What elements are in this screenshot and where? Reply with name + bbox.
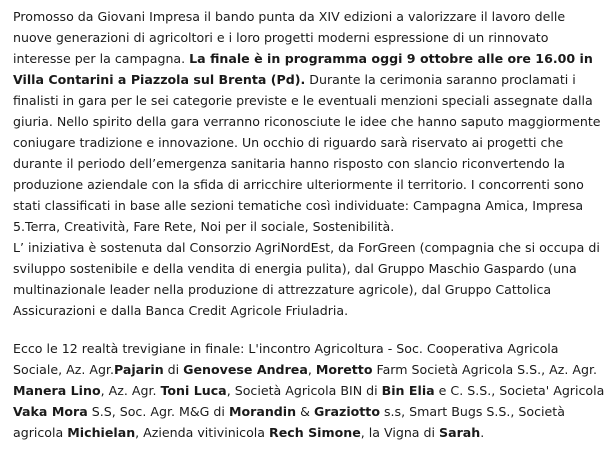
finalist-name: Morandin xyxy=(228,404,297,419)
finalists-text: , Az. Agr. xyxy=(100,383,161,398)
finalists-text: s.s, Smart Bugs S.S., Società agricola xyxy=(13,404,565,440)
finalist-name: Michielan xyxy=(67,425,136,440)
finalists-text: , Azienda vitivinicola xyxy=(135,425,270,440)
finalist-name: Bin Elia xyxy=(381,383,435,398)
finalists-text: . xyxy=(480,425,485,440)
finalists-text: , la Vigna di xyxy=(360,425,440,440)
sponsors-text: L’ iniziativa è sostenuta dal Consorzio AgriNordEst, da ForGreen (compagnia che si occupa di sviluppo sostenibile e della vendita di energia pulita), dal Gruppo Maschio Gaspardo (una multinazionale leader nella produzione di attrezzature agricole), dal Gruppo Cattolica Assicurazioni e dalla Banca Credit Agricole Friuladria. xyxy=(13,240,600,318)
finalist-name: Pajarin xyxy=(113,362,164,377)
intro-text: Promosso da Giovani Impresa il bando punta da XIV edizioni a valorizzare il lavoro delle nuove generazioni di agricoltori e i loro progetti moderni espressione di un rinnovato interesse per la campagna. xyxy=(13,9,566,66)
finalists-text: , xyxy=(307,362,316,377)
article-body xyxy=(13,6,605,443)
finalists-text: Farm Società Agricola S.S., Az. Agr. xyxy=(372,362,598,377)
finalists-text: di xyxy=(163,362,184,377)
finalist-name: Graziotto xyxy=(313,404,380,419)
finalists-text: S.S, Soc. Agr. M&G di xyxy=(87,404,229,419)
finalist-name: Genovese Andrea xyxy=(183,362,308,377)
finalists-text: e C. S.S., Societa' Agricola xyxy=(434,383,605,398)
finale-announcement: La finale è in programma oggi 9 ottobre alle ore 16.00 in Villa Contarini a Piazzola sul Brenta (Pd). xyxy=(13,51,593,87)
finalist-name: Vaka Mora xyxy=(13,404,88,419)
finalist-name: Moretto xyxy=(315,362,373,377)
finalists-text: , Società Agricola BIN di xyxy=(226,383,382,398)
finalist-name: Rech Simone xyxy=(269,425,361,440)
finalists-text: Ecco le 12 realtà trevigiane in finale: L'incontro Agricoltura - Soc. Cooperativa Agricola Sociale, Az. Agr. xyxy=(13,341,559,377)
finalist-name: Manera Lino xyxy=(13,383,101,398)
intro-paragraph xyxy=(13,6,605,321)
finalists-text: & xyxy=(296,404,314,419)
finalist-name: Toni Luca xyxy=(160,383,227,398)
ceremony-text: Durante la cerimonia saranno proclamati i finalisti in gara per le sei categorie previste e le eventuali menzioni speciali assegnate dalla giuria. Nello spirito della gara verranno riconosciute le idee che hanno saputo maggiormente coniugare tradizione e innovazione. Un occhio di riguardo sarà riservato ai progetti che durante il periodo dell’emergenza sanitaria hanno risposto con slancio riconvertendo la produzione aziendale con la sfida di arricchire ulteriormente il territorio. I concorrenti sono stati classificati in base alle sezioni tematiche così individuate: Campagna Amica, Impresa 5.Terra, Creatività, Fare Rete, Noi per il sociale, Sostenibilità. xyxy=(13,72,601,234)
finalist-name: Sarah xyxy=(439,425,481,440)
finalists-paragraph xyxy=(13,338,605,443)
